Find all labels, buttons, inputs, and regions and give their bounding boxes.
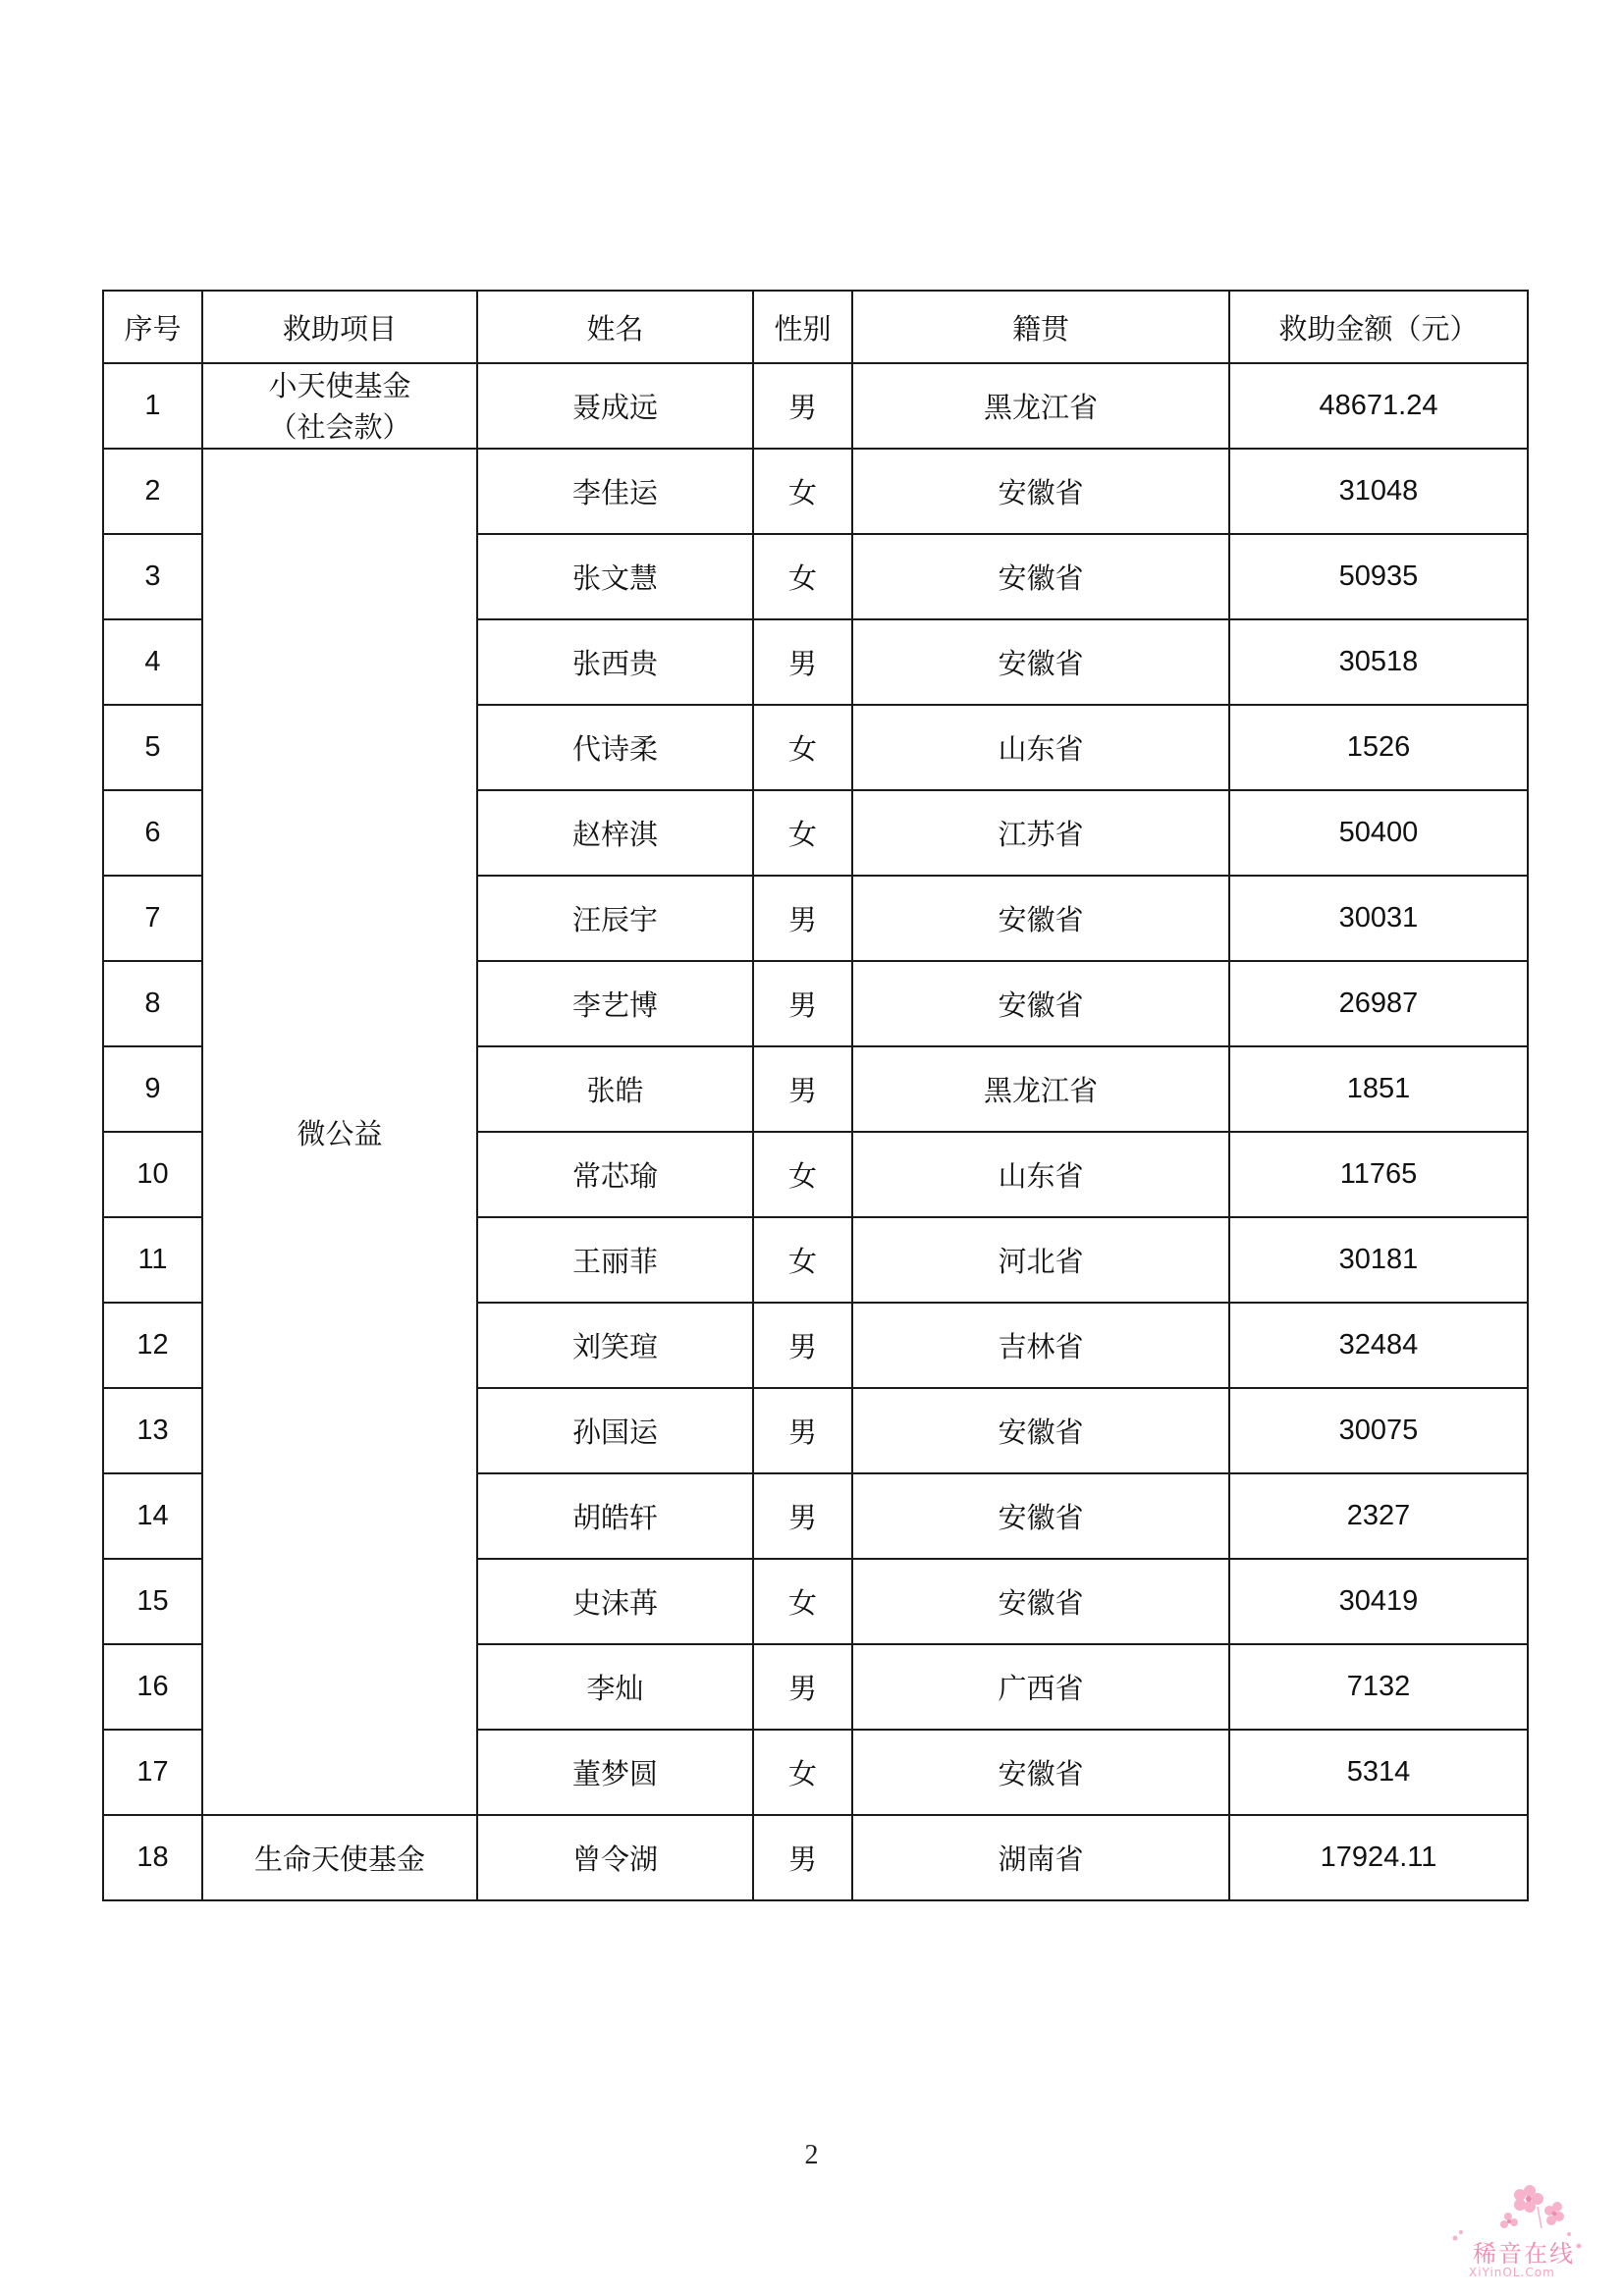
cell-origin: 安徽省 xyxy=(852,1388,1229,1473)
header-origin: 籍贯 xyxy=(852,291,1229,363)
cell-amount: 31048 xyxy=(1229,449,1528,534)
page-number: 2 xyxy=(804,2140,819,2170)
cell-name: 李灿 xyxy=(477,1644,753,1730)
cell-serial: 14 xyxy=(103,1473,202,1559)
watermark-url: XiYinOL.Com xyxy=(1469,2266,1555,2279)
project-line: 微公益 xyxy=(297,1116,383,1150)
cell-name: 孙国运 xyxy=(477,1388,753,1473)
cell-gender: 男 xyxy=(753,961,852,1046)
cell-origin: 安徽省 xyxy=(852,534,1229,619)
project-line: 小天使基金 xyxy=(268,368,411,402)
header-serial: 序号 xyxy=(103,291,202,363)
cell-gender: 女 xyxy=(753,790,852,876)
cell-serial: 7 xyxy=(103,876,202,961)
table-row xyxy=(103,449,1528,534)
cell-serial: 16 xyxy=(103,1644,202,1730)
header-row xyxy=(103,291,1528,363)
cell-serial: 2 xyxy=(103,449,202,534)
cell-name: 代诗柔 xyxy=(477,705,753,790)
cell-gender: 男 xyxy=(753,1303,852,1388)
cell-serial: 12 xyxy=(103,1303,202,1388)
cell-amount: 50400 xyxy=(1229,790,1528,876)
cell-name: 史沫苒 xyxy=(477,1559,753,1644)
cell-name: 李艺博 xyxy=(477,961,753,1046)
cell-name: 刘笑瑄 xyxy=(477,1303,753,1388)
cell-serial: 17 xyxy=(103,1730,202,1815)
cell-origin: 安徽省 xyxy=(852,961,1229,1046)
cell-name: 胡皓轩 xyxy=(477,1473,753,1559)
cell-name: 赵梓淇 xyxy=(477,790,753,876)
cell-gender: 男 xyxy=(753,363,852,449)
cell-serial: 4 xyxy=(103,619,202,705)
cell-origin: 黑龙江省 xyxy=(852,1046,1229,1132)
cell-amount: 11765 xyxy=(1229,1132,1528,1217)
cell-amount: 26987 xyxy=(1229,961,1528,1046)
cell-amount: 17924.11 xyxy=(1229,1815,1528,1900)
cell-name: 董梦圆 xyxy=(477,1730,753,1815)
cell-amount: 30518 xyxy=(1229,619,1528,705)
cell-gender: 男 xyxy=(753,1815,852,1900)
cell-gender: 女 xyxy=(753,534,852,619)
cell-gender: 男 xyxy=(753,1046,852,1132)
watermark-text: 稀音在线 xyxy=(1473,2240,1575,2268)
cell-amount: 50935 xyxy=(1229,534,1528,619)
cell-serial: 10 xyxy=(103,1132,202,1217)
cell-name: 张皓 xyxy=(477,1046,753,1132)
cell-origin: 广西省 xyxy=(852,1644,1229,1730)
cell-origin: 安徽省 xyxy=(852,876,1229,961)
cell-name: 曾令湖 xyxy=(477,1815,753,1900)
cell-serial: 5 xyxy=(103,705,202,790)
header-project: 救助项目 xyxy=(202,291,477,363)
cell-origin: 安徽省 xyxy=(852,449,1229,534)
cell-serial: 3 xyxy=(103,534,202,619)
watermark-logo xyxy=(1422,2177,1598,2285)
cell-serial: 13 xyxy=(103,1388,202,1473)
cell-gender: 女 xyxy=(753,449,852,534)
cell-project xyxy=(202,363,477,449)
cell-serial: 9 xyxy=(103,1046,202,1132)
project-line: 生命天使基金 xyxy=(253,1842,425,1876)
cell-origin: 安徽省 xyxy=(852,1559,1229,1644)
cell-name: 李佳运 xyxy=(477,449,753,534)
cell-serial: 8 xyxy=(103,961,202,1046)
cell-origin: 安徽省 xyxy=(852,1473,1229,1559)
cell-gender: 男 xyxy=(753,1388,852,1473)
cell-amount: 30419 xyxy=(1229,1559,1528,1644)
header-amount: 救助金额（元） xyxy=(1229,291,1528,363)
cell-name: 张文慧 xyxy=(477,534,753,619)
cell-amount: 2327 xyxy=(1229,1473,1528,1559)
header-gender: 性别 xyxy=(753,291,852,363)
cell-serial: 6 xyxy=(103,790,202,876)
cell-gender: 男 xyxy=(753,1644,852,1730)
table-row xyxy=(103,363,1528,449)
cell-project xyxy=(202,449,477,1815)
cell-origin: 黑龙江省 xyxy=(852,363,1229,449)
cell-amount: 5314 xyxy=(1229,1730,1528,1815)
cell-origin: 安徽省 xyxy=(852,1730,1229,1815)
cell-name: 张西贵 xyxy=(477,619,753,705)
cell-gender: 女 xyxy=(753,1132,852,1217)
table-header xyxy=(103,291,1528,363)
cell-amount: 30181 xyxy=(1229,1217,1528,1303)
cell-name: 汪辰宇 xyxy=(477,876,753,961)
project-line: （社会款） xyxy=(268,409,411,444)
cell-origin: 山东省 xyxy=(852,1132,1229,1217)
cell-amount: 1526 xyxy=(1229,705,1528,790)
cell-origin: 安徽省 xyxy=(852,619,1229,705)
cell-serial: 11 xyxy=(103,1217,202,1303)
cell-name: 常芯瑜 xyxy=(477,1132,753,1217)
cell-name: 王丽菲 xyxy=(477,1217,753,1303)
cell-serial: 15 xyxy=(103,1559,202,1644)
cell-amount: 30031 xyxy=(1229,876,1528,961)
cell-serial: 1 xyxy=(103,363,202,449)
header-name: 姓名 xyxy=(477,291,753,363)
cell-gender: 女 xyxy=(753,1217,852,1303)
cell-gender: 男 xyxy=(753,876,852,961)
cell-project xyxy=(202,1815,477,1900)
table-row xyxy=(103,1815,1528,1900)
cell-amount: 7132 xyxy=(1229,1644,1528,1730)
cell-gender: 女 xyxy=(753,1730,852,1815)
cell-origin: 吉林省 xyxy=(852,1303,1229,1388)
cell-origin: 湖南省 xyxy=(852,1815,1229,1900)
cell-gender: 女 xyxy=(753,705,852,790)
cell-gender: 男 xyxy=(753,619,852,705)
cell-origin: 山东省 xyxy=(852,705,1229,790)
cell-origin: 江苏省 xyxy=(852,790,1229,876)
cell-amount: 48671.24 xyxy=(1229,363,1528,449)
cell-amount: 30075 xyxy=(1229,1388,1528,1473)
cell-origin: 河北省 xyxy=(852,1217,1229,1303)
cell-gender: 女 xyxy=(753,1559,852,1644)
table-body xyxy=(103,363,1528,1900)
cell-serial: 18 xyxy=(103,1815,202,1900)
cell-gender: 男 xyxy=(753,1473,852,1559)
cell-name: 聂成远 xyxy=(477,363,753,449)
relief-table xyxy=(102,290,1529,1901)
cell-amount: 1851 xyxy=(1229,1046,1528,1132)
cell-amount: 32484 xyxy=(1229,1303,1528,1388)
